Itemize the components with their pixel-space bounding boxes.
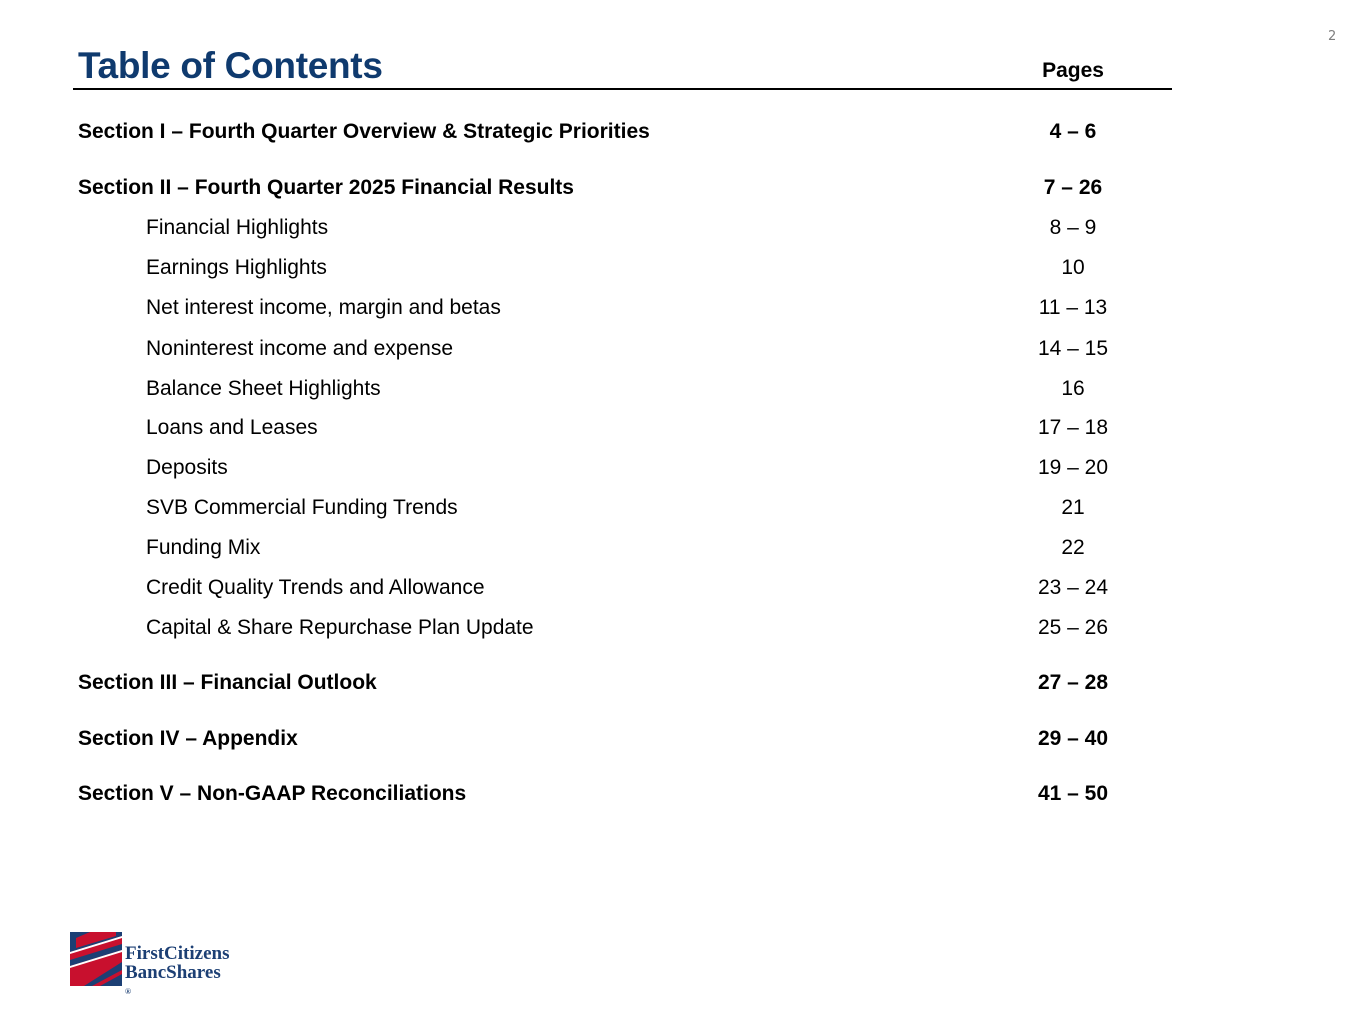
toc-pages: 7 – 26 [1043,176,1103,199]
toc-subsection-row[interactable] [0,413,1365,443]
toc-pages: 16 [1061,377,1085,400]
page-title: Table of Contents [78,45,383,86]
toc-section-row[interactable] [0,173,1365,203]
toc-pages: 27 – 28 [1037,671,1109,694]
toc-pages: 19 – 20 [1037,456,1109,479]
toc-pages: 41 – 50 [1037,782,1109,805]
toc-section-row[interactable] [0,724,1365,754]
toc-label: Section II – Fourth Quarter 2025 Financial Results [78,176,574,199]
page-number: 2 [1328,29,1337,44]
toc-subsection-row[interactable] [0,533,1365,563]
toc-label: Net interest income, margin and betas [146,296,501,319]
logo-line-1: FirstCitizens [125,943,230,964]
toc-pages: 10 [1061,256,1085,279]
toc-subsection-row[interactable] [0,213,1365,243]
company-logo [70,930,270,996]
toc-pages: 14 – 15 [1037,337,1109,360]
toc-pages: 22 [1061,536,1085,559]
toc-section-row[interactable] [0,779,1365,809]
toc-pages: 8 – 9 [1049,216,1097,239]
toc-pages: 21 [1061,496,1085,519]
toc-subsection-row[interactable] [0,493,1365,523]
toc-subsection-row[interactable] [0,293,1365,323]
toc-label: SVB Commercial Funding Trends [146,496,458,519]
toc-label: Financial Highlights [146,216,329,239]
toc-pages: 17 – 18 [1037,416,1109,439]
toc-label: Section I – Fourth Quarter Overview & Strategic Priorities [78,120,650,143]
toc-subsection-row[interactable] [0,253,1365,283]
logo-line-2 [125,963,229,1001]
toc-label: Loans and Leases [146,416,318,439]
toc-subsection-row[interactable] [0,613,1365,643]
toc-pages: 23 – 24 [1037,576,1109,599]
toc-pages: 29 – 40 [1037,727,1109,750]
logo-line-2-text: BancShares [125,962,221,983]
toc-label: Balance Sheet Highlights [146,377,381,400]
toc-label: Capital & Share Repurchase Plan Update [146,616,534,639]
pages-column-header: Pages [1042,59,1104,82]
logo-wordmark [125,944,229,1001]
toc-subsection-row[interactable] [0,374,1365,404]
toc-label: Credit Quality Trends and Allowance [146,576,485,599]
toc-pages: 4 – 6 [1049,120,1097,143]
toc-label: Section III – Financial Outlook [78,671,377,694]
flag-emblem-icon [70,932,122,986]
toc-subsection-row[interactable] [0,453,1365,483]
toc-label: Deposits [146,456,228,479]
toc-subsection-row[interactable] [0,334,1365,364]
toc-section-row[interactable] [0,117,1365,147]
toc-pages: 25 – 26 [1037,616,1109,639]
toc-section-row[interactable] [0,668,1365,698]
toc-subsection-row[interactable] [0,573,1365,603]
toc-label: Section IV – Appendix [78,727,298,750]
toc-label: Funding Mix [146,536,261,559]
header-rule [73,88,1172,90]
toc-label: Noninterest income and expense [146,337,454,360]
registered-mark: ® [125,987,131,996]
toc-label: Section V – Non-GAAP Reconciliations [78,782,467,805]
toc-label: Earnings Highlights [146,256,327,279]
toc-pages: 11 – 13 [1038,296,1108,319]
